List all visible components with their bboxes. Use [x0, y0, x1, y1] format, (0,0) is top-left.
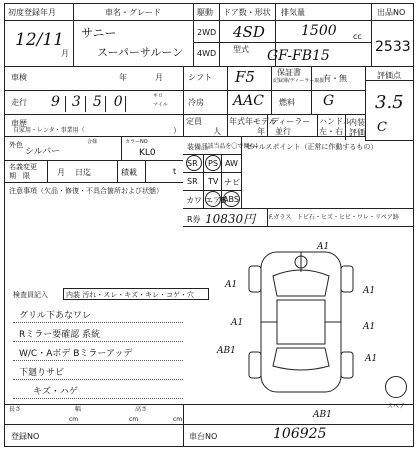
warranty-label: 保証書 [277, 68, 301, 77]
damage-legend: トビ石・ヒズ・ヒビ・ワレ・リペア跡 [297, 214, 399, 221]
equip-airbag: エアB [205, 196, 227, 205]
car-diagram [241, 242, 361, 402]
color-label: 外色 [9, 141, 23, 149]
type-label: 型式 [233, 45, 249, 54]
dealer-value: 並行 [275, 127, 291, 136]
load-label: 積載 [121, 168, 137, 177]
color-no-value: KL0 [139, 148, 156, 158]
grade-name: スーパーサルーン [97, 46, 184, 59]
name-change-label: 名義変更 [9, 163, 37, 171]
equipment-label: 装備品 [187, 143, 208, 151]
inspection-year-label: 年 [119, 73, 127, 82]
handle-value: 左・右 [319, 127, 343, 136]
first-registration-month: 月 [61, 49, 69, 58]
circled-abs-mark [223, 191, 240, 207]
reg-no-label: 登録NO [11, 432, 40, 441]
glass-label: F.ガラス [269, 214, 292, 221]
model-name: サニー [81, 26, 117, 40]
warranty-mark: 有・無 [323, 74, 347, 83]
color-no-label: カラーNO [125, 139, 148, 145]
door-shape-label: ドア数・形状 [223, 8, 271, 17]
interior-sub: 評価 [349, 128, 365, 137]
interior-label: 内装 [349, 118, 365, 127]
equip-sr-1: SR [187, 159, 198, 168]
equip-tv: TV [208, 177, 219, 186]
type-value: GF-FB15 [267, 48, 330, 64]
warranty-sub: 記録簿/ディーラー取扱 [273, 78, 325, 84]
lot-value: 2533 [375, 39, 411, 55]
inspector-note-2: Rミラー要確認 系統 [19, 330, 101, 340]
rating-value: 3.5 [375, 92, 404, 113]
equipment-sub: (該当品を〇で囲む) [205, 143, 258, 150]
inspector-note-3: W/C・Aボデ Bミラーアッデ [19, 349, 133, 359]
inspector-legend: 内装 汚れ・スレ・キズ・キレ・コゲ・穴 [66, 291, 195, 299]
notes-label: 注意事項（欠品・修復・不具合箇所および状態） [9, 187, 163, 195]
length-unit: cm [69, 416, 79, 423]
name-change-day: 日迄 [75, 168, 91, 177]
year-unit: 年 [257, 127, 265, 136]
history-label: 車歴 [11, 119, 27, 128]
history-close: ） [173, 126, 181, 135]
equip-navi: ナビ [224, 178, 240, 187]
drive-4wd: 4WD [197, 49, 217, 58]
handle-label: ハンドル [319, 117, 351, 126]
height-unit: cm [173, 416, 183, 423]
year-model-label: 年式年モデル [229, 117, 277, 126]
mark-right-side: A1 [363, 322, 376, 332]
color-value: シルバー [25, 147, 61, 157]
rating-label: 評価点 [377, 71, 401, 80]
aircon-label: 冷房 [188, 98, 204, 107]
mark-rear-right: A1 [365, 354, 378, 364]
first-registration-label: 初度登録年月 [8, 8, 56, 17]
lot-label: 出品NO [377, 8, 406, 17]
fuel-value: G [323, 93, 335, 109]
door-value: 4SD [233, 23, 265, 41]
chassis-label: 車台NO [189, 432, 218, 441]
mileage-label: 走行 [11, 98, 27, 107]
interior-value: C [377, 120, 387, 135]
height-label: 高さ [135, 406, 148, 413]
inspection-label: 車検 [11, 73, 27, 82]
equip-ps: PS [208, 159, 218, 168]
width-unit: cm [129, 416, 139, 423]
inspector-note-5: キズ・ハゲ [33, 387, 78, 397]
chassis-value: 106925 [273, 426, 327, 442]
inspection-month-label: 月 [155, 73, 163, 82]
mark-top: A1 [317, 242, 330, 252]
model-grade-label: 車名・グレード [105, 8, 161, 17]
first-registration-value: 12/11 [15, 30, 64, 50]
color-match-label: 合様 [87, 139, 98, 145]
shift-value: F5 [235, 68, 255, 86]
inspector-note-1: グリル下あなワレ [19, 311, 92, 321]
drive-2wd: 2WD [197, 28, 217, 37]
length-label: 長さ [9, 406, 22, 413]
displacement-value: 1500 [301, 23, 337, 39]
cc-unit: cc [353, 32, 362, 41]
capacity-label: 定員 [186, 117, 202, 126]
r-ticket-value: 10830円 [205, 212, 256, 226]
equip-abs: ABS [223, 195, 239, 204]
drive-label: 駆動 [197, 8, 213, 17]
circled-sr-mark [186, 155, 202, 171]
name-change-month: 月 [57, 168, 65, 177]
load-unit: t [173, 167, 177, 176]
equip-sr-2: SR [187, 177, 198, 186]
history-sub: 自家用・レンタ・事業用（ [13, 127, 85, 134]
dealer-label: ディーラー [271, 117, 311, 126]
sales-point-label: セールスポイント（正常に作動するもの） [245, 143, 378, 151]
mark-left-rear: AB1 [217, 346, 236, 356]
mark-bottom: AB1 [313, 410, 332, 420]
inspector-label: 検査員記入 [13, 291, 48, 299]
mileage-unit-km: キロ [153, 93, 164, 99]
displacement-label: 排気量 [281, 8, 305, 17]
mileage-value: 9350 [51, 94, 135, 110]
inspector-note-4: 下廻りサビ [19, 368, 65, 378]
name-change-deadline: 期 限 [9, 172, 30, 180]
r-ticket-label: R券 [187, 215, 201, 224]
equip-leather: カワ [186, 196, 202, 205]
mark-left-side: A1 [231, 318, 244, 328]
equip-aw: AW [225, 159, 238, 168]
mileage-unit-mile: マイル [153, 102, 168, 108]
mark-right-front: A1 [363, 286, 376, 296]
aircon-value: AAC [233, 93, 264, 109]
inspector-legend-box [63, 288, 209, 300]
auction-sheet [4, 3, 414, 447]
circled-ps-mark [205, 155, 221, 171]
fuel-label: 燃料 [279, 98, 295, 107]
mileage-boxes [45, 92, 149, 112]
spare-label: スペア [387, 403, 406, 410]
circled-airbag-mark [205, 191, 221, 207]
shift-label: シフト [188, 73, 212, 82]
mark-left-front: A1 [225, 280, 238, 290]
capacity-unit: 人 [213, 127, 221, 136]
spare-tire-icon [385, 376, 407, 398]
width-label: 幅 [75, 406, 82, 413]
